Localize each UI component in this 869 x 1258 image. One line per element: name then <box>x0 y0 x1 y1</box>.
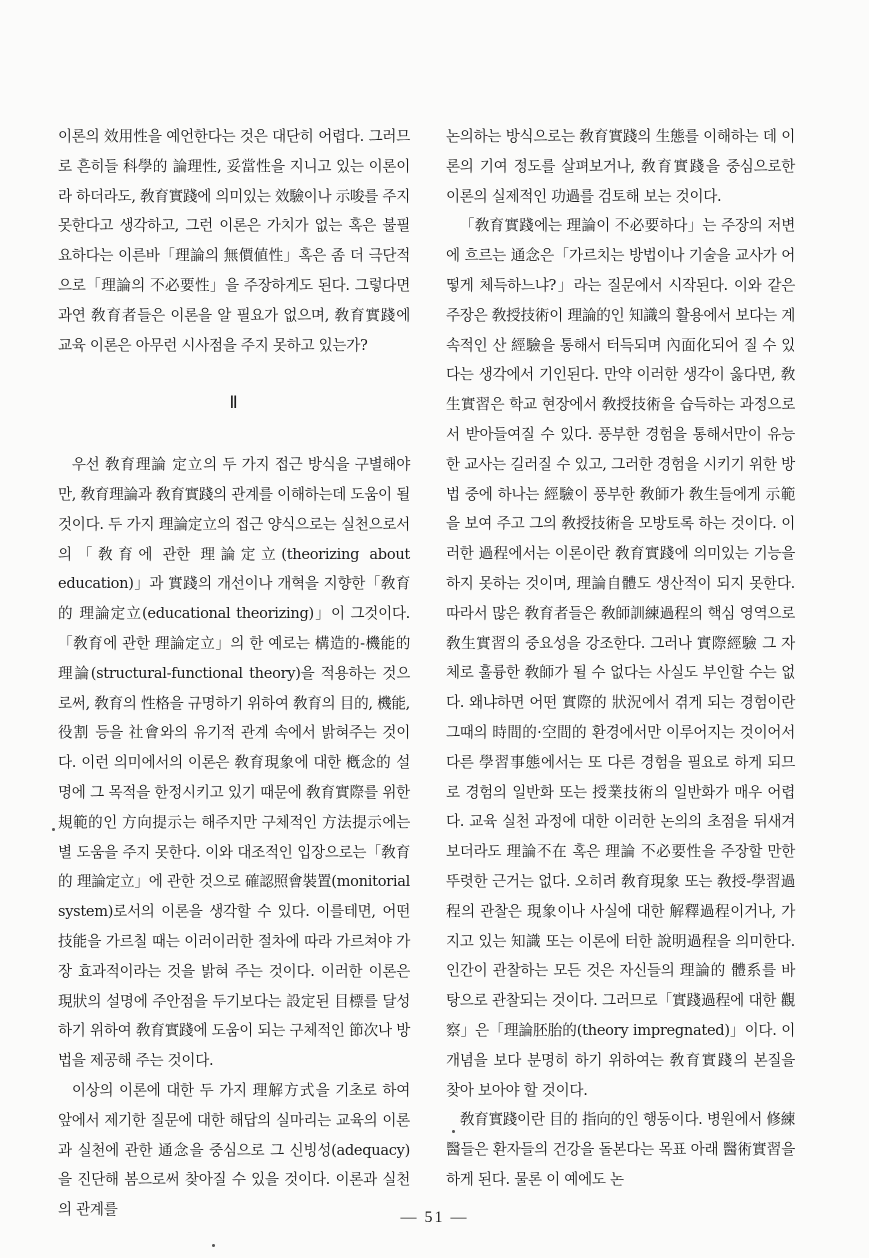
scan-speck <box>452 1130 455 1133</box>
paragraph: 이상의 이론에 대한 두 가지 理解方式을 기초로 하여 앞에서 제기한 질문에 대한 해답의 실마리는 교육의 이론과 실천에 관한 通念을 중심으로 그 신빙성(adequacy)을 진단해 봄으로써 찾아질 수 있을 것이다. 이론과 실천의 관계를 <box>58 1081 410 1219</box>
paragraph: 논의하는 방식으로는 敎育實踐의 生態를 이해하는 데 이론의 기여 정도를 살펴보거나, 敎育實踐을 중심으로한 이론의 실제적인 功過를 검토해 보는 것이다. <box>446 128 795 205</box>
paragraph: 「敎育實踐에는 理論이 不必要하다」는 주장의 저변에 흐르는 通念은「가르치는 방법이나 기술을 교사가 어떻게 체득하느냐?」라는 질문에서 시작된다. 이와 같은 주장은 敎授技術이 理論的인 知識의 활용에서 보다는 계속적인 산 經驗을 통해서 터득되며 內面化되어 질 수 있다는 생각에서 기인된다. 만약 이러한 생각이 옳다면, 敎生實習은 학교 현장에서 敎授技術을 습득하는 과정으로서 받아들여질 수 있다. 풍부한 경험을 통해서만이 유능한 교사는 길러질 수 있고, 그러한 경험을 시키기 위한 방법 중에 하나는 經驗이 풍부한 敎師가 敎生들에게 示範을 보여 주고 그의 敎授技術을 모방토록 하는 것이다. 이러한 過程에서는 이론이란 敎育實踐에 의미있는 기능을 하지 못하는 것이며, 理論自體도 생산적이 되지 못한다. 따라서 많은 敎育者들은 敎師訓練過程의 핵심 영역으로 敎生實習의 중요성을 강조한다. 그러나 實際經驗 그 자체로 훌륭한 敎師가 될 수 없다는 사실도 부인할 수는 없다. 왜냐하면 어떤 實際的 狀況에서 겪게 되는 경험이란 그때의 時間的·空間的 환경에서만 이루어지는 것이어서 다른 學習事態에서는 또 다른 경험을 필요로 하게 되므로 경험의 일반화 또는 授業技術의 일반화가 매우 어렵다. 교육 실천 과정에 대한 이러한 논의의 초점을 뒤새겨보더라도 理論不在 혹은 理論 不必要性을 주장할 만한 뚜렷한 근거는 없다. 오히려 敎育現象 또는 敎授-學習過程의 관찰은 現象이나 사실에 대한 解釋過程이거나, 가지고 있는 知識 또는 이론에 터한 說明過程을 의미한다. 인간이 관찰하는 모든 것은 자신들의 理論的 體系를 바탕으로 관찰되는 것이다. 그러므로「實踐過程에 대한 觀察」은「理論胚胎的(theory impregnated)」이다. 이 개념을 보다 분명히 하기 위하여는 敎育實踐의 본질을 찾아 보아야 할 것이다. <box>446 217 795 1099</box>
paragraph: 敎育實踐이란 目的 指向的인 행동이다. 병원에서 修練醫들은 환자들의 건강을 돌본다는 목표 아래 醫術實習을 하게 된다. 물론 이 예에도 논 <box>446 1111 795 1188</box>
scan-speck <box>52 828 55 831</box>
scan-speck <box>212 1244 215 1247</box>
paragraph: 우선 敎育理論 定立의 두 가지 접근 방식을 구별해야만, 敎育理論과 敎育實踐의 관계를 이해하는데 도움이 될 것이다. 두 가지 理論定立의 접근 양식으로는 실천으로서의「敎育에 관한 理論定立(theorizing about education)」과 實踐의 개선이나 개혁을 지향한「敎育的 理論定立(educational theorizing)」이 그것이다.「敎育에 관한 理論定立」의 한 예로는 構造的-機能的 理論(structural-functional theory)을 적용하는 것으로써, 敎育의 性格을 규명하기 위하여 敎育의 目的, 機能, 役割 등을 社會와의 유기적 관계 속에서 밝혀주는 것이다. 이런 의미에서의 이론은 敎育現象에 대한 槪念的 설명에 그 목적을 한정시키고 있기 때문에 敎育實際를 위한 規範的인 方向提示는 해주지만 구체적인 方法提示에는 별 도움을 주지 못한다. 이와 대조적인 입장으로는「敎育的 理論定立」에 관한 것으로 確認照會裝置(monitorial system)로서의 이론을 생각할 수 있다. 이를테면, 어떤 技能을 가르칠 때는 이러이러한 절차에 따라 가르쳐야 가장 효과적이라는 것을 밝혀 주는 것이다. 이러한 이론은 現狀의 설명에 주안점을 두기보다는 設定된 目標를 달성하기 위하여 敎育實踐에 도움이 되는 구체적인 節次나 방법을 제공해 주는 것이다. <box>58 456 410 1070</box>
page-number: — 51 — <box>400 1209 469 1226</box>
section-heading: Ⅱ <box>229 393 239 413</box>
right-column <box>446 122 795 1195</box>
left-column <box>58 122 410 1225</box>
paragraph: 이론의 效用性을 예언한다는 것은 대단히 어렵다. 그러므로 흔히들 科學的 論理性, 妥當性을 지니고 있는 이론이라 하더라도, 敎育實踐에 의미있는 效驗이나 示唆를 주지 못한다고 생각하고, 그런 이론은 가치가 없는 혹은 불필요하다는 이른바「理論의 無價値性」혹은 좀 더 극단적으로「理論의 不必要性」을 주장하게도 된다. 그렇다면 과연 敎育者들은 이론을 알 필요가 없으며, 敎育實踐에 교육 이론은 아무런 시사점을 주지 못하고 있는가? <box>58 128 410 354</box>
